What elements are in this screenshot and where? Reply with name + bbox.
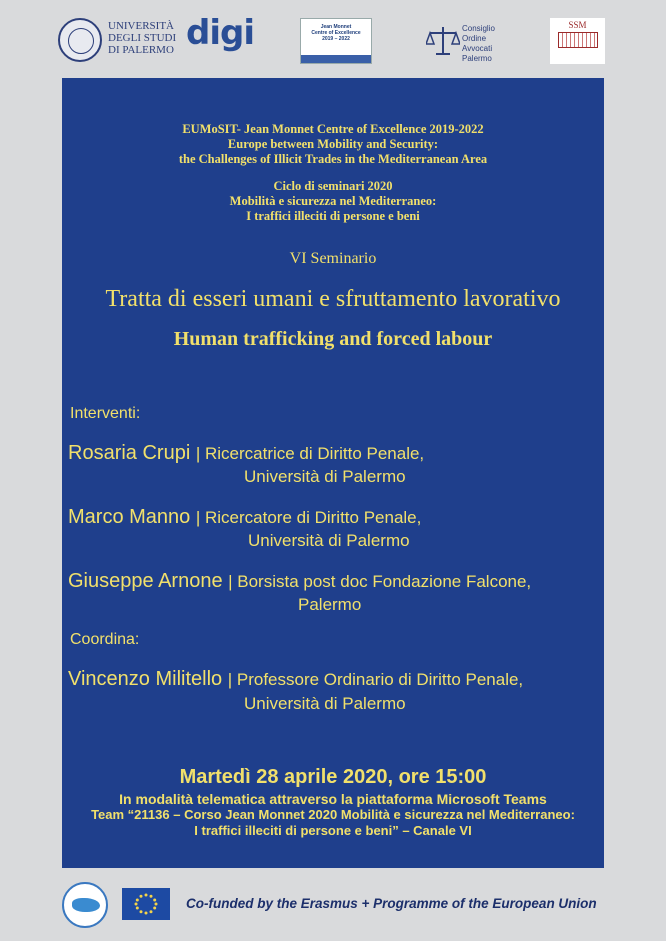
speaker-name: Marco Manno — [68, 506, 191, 528]
jm-eu-bar — [301, 55, 371, 63]
consiglio-ordine-avvocati-logo — [426, 20, 506, 64]
coa-line-4: Palermo — [462, 54, 492, 63]
cycle-line-3: I traffici illeciti di persone e beni — [246, 209, 420, 223]
unipa-line-2: DEGLI STUDI — [108, 32, 177, 44]
coordinator — [68, 668, 523, 691]
jean-monnet-logo — [300, 18, 372, 64]
cofunded-text: Co-funded by the Erasmus + Programme of the European Union — [186, 896, 597, 911]
digi-logo — [186, 13, 260, 64]
event-mode: In modalità telematica attraverso la piattaforma Microsoft Teams — [119, 791, 547, 807]
speaker-affiliation: Università di Palermo — [244, 467, 406, 486]
university-seal-icon — [58, 18, 102, 62]
coa-line-3: Avvocati — [462, 44, 493, 53]
seminar-number: VI Seminario — [289, 250, 377, 267]
ssm-logo — [550, 18, 605, 64]
cycle-block — [62, 179, 604, 224]
header-line-2: Europe between Mobility and Security: — [227, 137, 439, 151]
seminar-poster — [62, 78, 604, 868]
eumosit-logo-icon — [62, 882, 108, 928]
speaker-name: Giuseppe Arnone — [68, 570, 223, 592]
footer — [0, 870, 666, 941]
unipa-line-3: DI PALERMO — [108, 44, 174, 56]
title-english: Human trafficking and forced labour — [173, 328, 493, 350]
cycle-line-1: Ciclo di seminari 2020 — [273, 179, 393, 193]
unipa-line-1: UNIVERSITÀ — [108, 20, 174, 32]
logo-bar — [0, 0, 666, 78]
cycle-line-2: Mobilità e sicurezza nel Mediterraneo: — [229, 194, 437, 208]
coordina-label: Coordina: — [70, 631, 140, 648]
jm-line-3: 2019 – 2022 — [322, 36, 350, 42]
header-line-1: EUMoSIT- Jean Monnet Centre of Excellence 2019-2022 — [182, 122, 484, 136]
building-icon — [558, 32, 598, 48]
interventi-label: Interventi: — [70, 405, 141, 422]
team-line-1: Team “21136 – Corso Jean Monnet 2020 Mobilità e sicurezza nel Mediterraneo: — [91, 807, 575, 822]
coordinator-name: Vincenzo Militello — [68, 668, 223, 690]
coa-line-1: Consiglio — [462, 24, 495, 33]
event-date: Martedì 28 aprile 2020, ore 15:00 — [179, 766, 487, 788]
speaker-1 — [68, 442, 424, 465]
speaker-3 — [68, 570, 531, 593]
speaker-role: | Ricercatore di Diritto Penale, — [195, 508, 422, 527]
coordinator-affiliation: Università di Palermo — [244, 694, 406, 713]
speaker-role: | Ricercatrice di Diritto Penale, — [195, 444, 425, 463]
digi-wordmark: digi — [186, 13, 254, 53]
team-line-2: I traffici illeciti di persone e beni” – Canale VI — [194, 823, 472, 838]
coa-line-2: Ordine — [462, 34, 487, 43]
header-line-3: the Challenges of Illicit Trades in the Mediterranean Area — [178, 152, 488, 166]
title-italian: Tratta di esseri umani e sfruttamento lavorativo — [105, 286, 561, 312]
jm-line-2: Centre of Excellence — [311, 30, 361, 36]
speaker-2 — [68, 506, 421, 529]
jm-line-1: Jean Monnet — [320, 24, 352, 30]
header-block — [62, 122, 604, 167]
coordinator-role: | Professore Ordinario di Diritto Penale, — [227, 670, 524, 689]
eu-flag-icon — [122, 888, 170, 920]
justice-scale-icon — [426, 24, 460, 58]
speaker-affiliation: Palermo — [298, 595, 362, 614]
ssm-mark: SSM — [568, 20, 587, 30]
university-of-palermo-logo — [58, 16, 176, 66]
speaker-role: | Borsista post doc Fondazione Falcone, — [228, 572, 532, 591]
speaker-name: Rosaria Crupi — [68, 442, 191, 464]
speaker-affiliation: Università di Palermo — [248, 531, 410, 550]
